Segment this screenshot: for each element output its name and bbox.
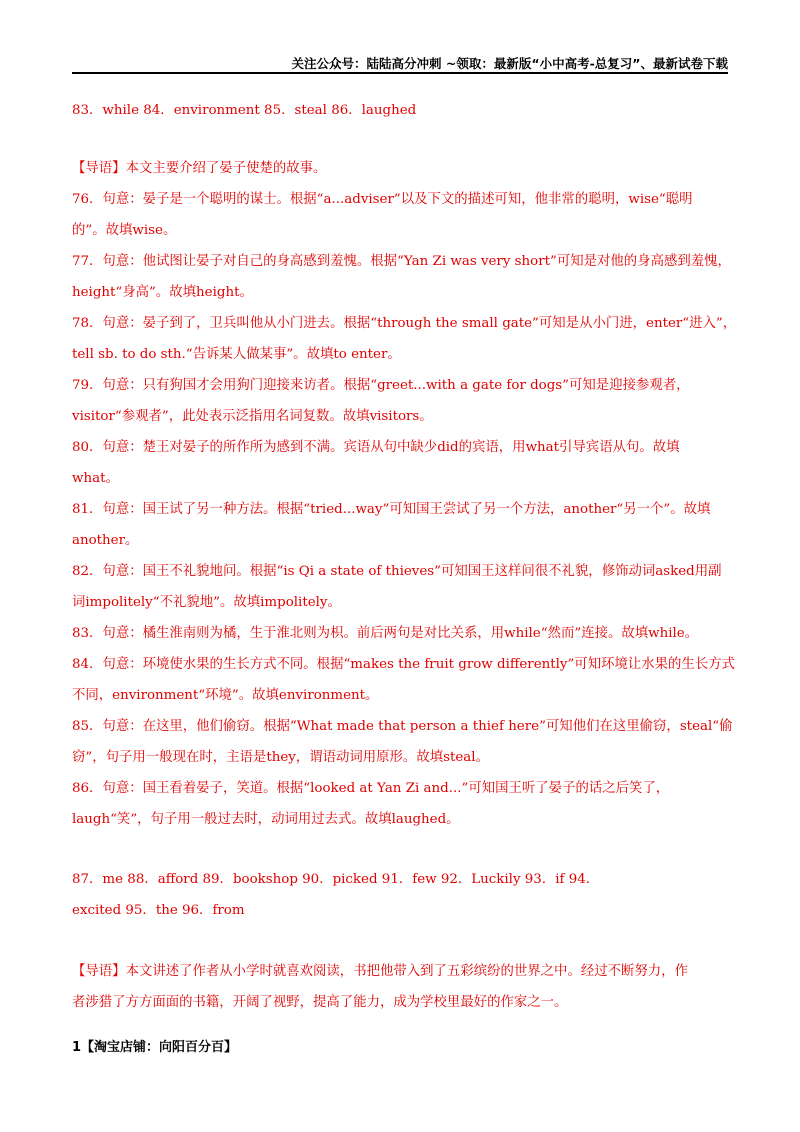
explanation-line: tell sb. to do sth.“告诉某人做某事”。故填to enter。 <box>72 347 401 362</box>
page-footer: 1【淘宝店铺：向阳百分百】 <box>72 1040 238 1055</box>
explanation-line: 85．句意：在这里，他们偷窃。根据“What made that person a thief here”可知他们在这里偷窃，steal“偷 <box>72 719 733 734</box>
explanation-line: 76．句意：晏子是一个聪明的谋士。根据“a...adviser”以及下文的描述可知，他非常的聪明，wise“聪明 <box>72 192 693 207</box>
header-text: 关注公众号：陆陆高分冲刺 ~领取：最新版“小中高考-总复习”、最新试卷下载 <box>291 56 728 71</box>
explanation-line: 82．句意：国王不礼貌地问。根据“is Qi a state of thieves”可知国王这样问很不礼貌，修饰动词asked用副 <box>72 564 722 579</box>
guide-text: 本文主要介绍了晏子使楚的故事。 <box>125 161 327 176</box>
guide-paragraph-2 <box>72 960 688 979</box>
explanation-line: 不同，environment“环境”。故填environment。 <box>72 688 379 703</box>
page-header <box>72 54 728 74</box>
guide-paragraph-2-continued: 者涉猎了方方面面的书籍，开阔了视野，提高了能力，成为学校里最好的作家之一。 <box>72 995 568 1010</box>
explanation-line: 81．句意：国王试了另一种方法。根据“tried...way”可知国王尝试了另一个方法，another“另一个”。故填 <box>72 502 711 517</box>
explanation-line: 79．句意：只有狗国才会用狗门迎接来访者。根据“greet...with a gate for dogs”可知是迎接参观者， <box>72 378 690 393</box>
answers-94-96: excited 95．the 96．from <box>72 903 245 918</box>
answers-83-86: 83．while 84．environment 85．steal 86．laughed <box>72 103 417 118</box>
explanation-line: 83．句意：橘生淮南则为橘，生于淮北则为枳。前后两句是对比关系，用while“然而”连接。故填while。 <box>72 626 699 641</box>
guide-text: 本文讲述了作者从小学时就喜欢阅读，书把他带入到了五彩缤纷的世界之中。经过不断努力，作 <box>125 964 688 979</box>
explanation-line: what。 <box>72 471 119 486</box>
guide-tag: 【导语】 <box>72 964 126 979</box>
guide-tag: 【导语】 <box>72 161 126 176</box>
explanation-line: 78．句意：晏子到了，卫兵叫他从小门进去。根据“through the small gate”可知是从小门进，enter“进入”， <box>72 316 737 331</box>
explanation-line: 77．句意：他试图让晏子对自己的身高感到羞愧。根据“Yan Zi was very short”可知是对他的身高感到羞愧， <box>72 254 731 269</box>
explanation-line: laugh“笑”，句子用一般过去时，动词用过去式。故填laughed。 <box>72 812 460 827</box>
explanation-line: 86．句意：国王看着晏子，笑道。根据“looked at Yan Zi and...”可知国王听了晏子的话之后笑了， <box>72 781 670 796</box>
guide-paragraph-1 <box>72 157 326 176</box>
explanation-line: 80．句意：楚王对晏子的所作所为感到不满。宾语从句中缺少did的宾语，用what引导宾语从句。故填 <box>72 440 680 455</box>
explanation-line: 词impolitely“不礼貌地”。故填impolitely。 <box>72 595 341 610</box>
explanation-line: 的”。故填wise。 <box>72 223 177 238</box>
explanation-line: height“身高”。故填height。 <box>72 285 253 300</box>
explanation-line: 窃”，句子用一般现在时，主语是they，谓语动词用原形。故填steal。 <box>72 750 489 765</box>
explanation-line: another。 <box>72 533 139 548</box>
explanation-line: visitor“参观者”，此处表示泛指用名词复数。故填visitors。 <box>72 409 433 424</box>
answers-87-94: 87．me 88．afford 89．bookshop 90．picked 91．few 92．Luckily 93．if 94． <box>72 872 600 887</box>
explanation-line: 84．句意：环境使水果的生长方式不同。根据“makes the fruit grow differently”可知环境让水果的生长方式 <box>72 657 735 672</box>
